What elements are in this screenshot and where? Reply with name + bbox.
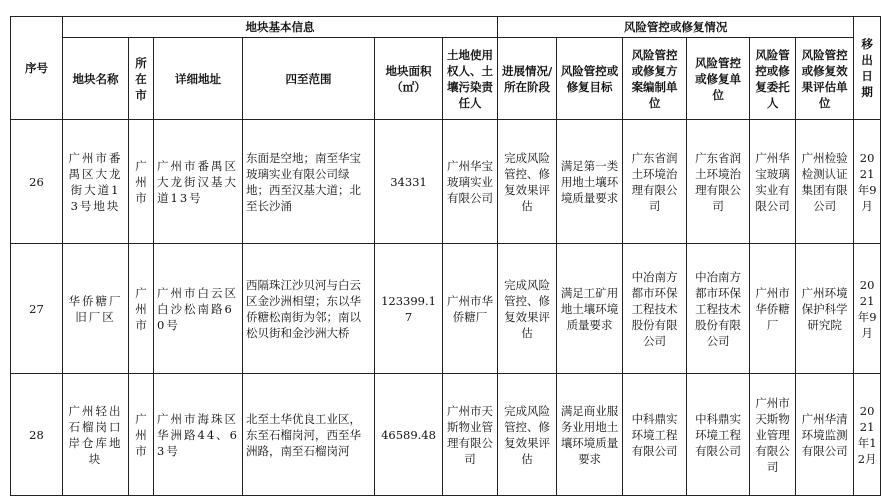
cell-exec-unit: 中科鼎实环境工程有限公司 [687,374,750,496]
cell-removal-date: 2021年9月 [854,244,881,374]
table-row [11,374,881,496]
header-area: 地块面积（㎡） [375,38,443,120]
group-header-basic: 地块基本信息 [63,17,498,38]
cell-goal: 满足商业服务业用地土壤环境质量要求 [557,374,623,496]
cell-address: 广州市白云区白沙松南路60号 [154,244,243,374]
cell-city: 广州市 [129,374,154,496]
header-client: 风险管控或修复委托人 [750,38,796,120]
cell-owner: 广州市天斯物业管理有限公司 [443,374,498,496]
cell-area: 123399.17 [375,244,443,374]
cell-eval-unit: 广州检验检测认证集团有限公司 [796,120,854,244]
header-name: 地块名称 [63,38,129,120]
land-parcel-table [10,16,881,496]
cell-client: 广州市天斯物业管理有限公司 [750,374,796,496]
table-row [11,244,881,374]
cell-bounds: 北至土华优良工业区，东至石榴岗河，西至华洲路，南至石榴岗河 [243,374,375,496]
cell-exec-unit: 广东省润土环境治理有限公司 [687,120,750,244]
header-plan-unit: 风险管控或修复方案编制单位 [623,38,687,120]
cell-progress: 完成风险管控、修复效果评估 [498,244,557,374]
cell-name: 广州轻出石榴岗口岸仓库地块 [63,374,129,496]
header-seq: 序号 [11,17,63,120]
cell-plan-unit: 中冶南方都市环保工程技术股份有限公司 [623,244,687,374]
cell-city: 广州市 [129,120,154,244]
cell-bounds: 东面是空地；南至华宝玻璃实业有限公司绿地；西至汉基大道；北至长沙涌 [243,120,375,244]
cell-owner: 广州市华侨糖厂 [443,244,498,374]
cell-address: 广州市番禺区大龙街汉基大道13号 [154,120,243,244]
cell-bounds: 西隔珠江沙贝河与白云区金沙洲相望；东以华侨糖松南街为邻；南以松贝街和金沙洲大桥 [243,244,375,374]
cell-plan-unit: 广东省润土环境治理有限公司 [623,120,687,244]
cell-removal-date: 2021年12月 [854,374,881,496]
cell-address: 广州市海珠区华洲路44、63号 [154,374,243,496]
header-exec-unit: 风险管控或修复单位 [687,38,750,120]
cell-client: 广州市华侨糖厂 [750,244,796,374]
cell-goal: 满足工矿用地土壤环境质量要求 [557,244,623,374]
header-city: 所在市 [129,38,154,120]
header-removal-date: 移出日期 [854,17,881,120]
cell-name: 广州市番禺区大龙街大道13号地块 [63,120,129,244]
header-progress: 进展情况/所在阶段 [498,38,557,120]
cell-area: 34331 [375,120,443,244]
cell-eval-unit: 广州环境保护科学研究院 [796,244,854,374]
header-bounds: 四至范围 [243,38,375,120]
header-goal: 风险管控或修复目标 [557,38,623,120]
cell-seq: 27 [11,244,63,374]
cell-eval-unit: 广州华清环境监测有限公司 [796,374,854,496]
cell-seq: 28 [11,374,63,496]
table-row [11,120,881,244]
cell-goal: 满足第一类用地土壤环境质量要求 [557,120,623,244]
cell-city: 广州市 [129,244,154,374]
cell-exec-unit: 中冶南方都市环保工程技术股份有限公司 [687,244,750,374]
cell-name: 华侨糖厂旧厂区 [63,244,129,374]
cell-progress: 完成风险管控、修复效果评估 [498,374,557,496]
header-address: 详细地址 [154,38,243,120]
header-owner: 土地使用权人、土壤污染责任人 [443,38,498,120]
cell-removal-date: 2021年9月 [854,120,881,244]
group-header-risk: 风险管控或修复情况 [498,17,854,38]
cell-client: 广州华宝玻璃实业有限公司 [750,120,796,244]
cell-area: 46589.48 [375,374,443,496]
cell-progress: 完成风险管控、修复效果评估 [498,120,557,244]
cell-seq: 26 [11,120,63,244]
cell-owner: 广州华宝玻璃实业有限公司 [443,120,498,244]
cell-plan-unit: 中科鼎实环境工程有限公司 [623,374,687,496]
header-eval-unit: 风险管控或修复效果评估单位 [796,38,854,120]
